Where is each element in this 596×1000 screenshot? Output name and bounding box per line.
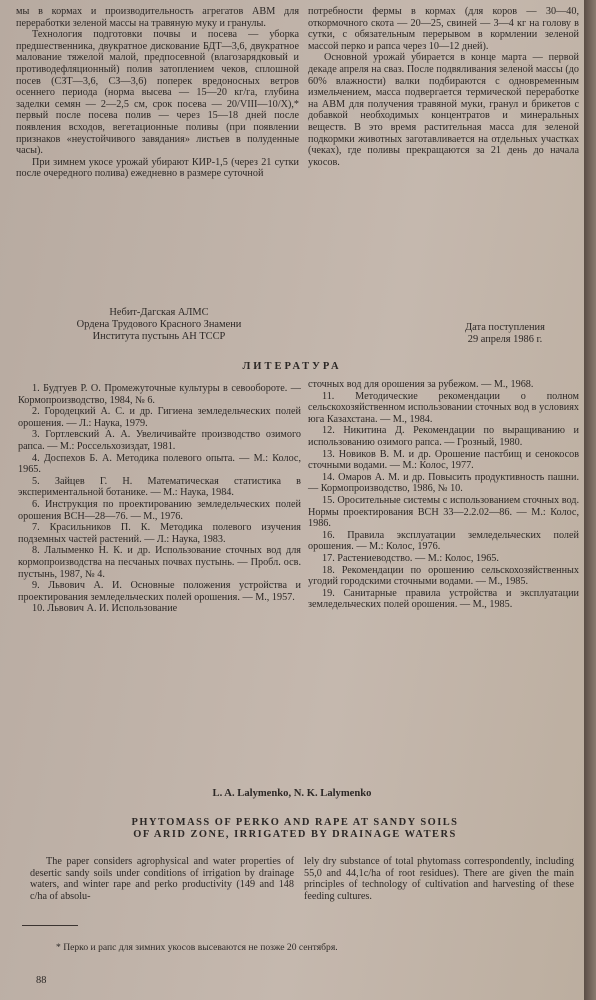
abstract-text: lely dry substance of total phytomass correspondently, including 55,0 and 44,1c/ha of root residues). There are given the main principles of technology of cultivation and harvesting of these feeding cultures.	[304, 856, 574, 902]
paragraph: При зимнем укосе урожай убирают КИР-1,5 (через 21 сутки после очередного полива) ежедневно в размере суточной	[16, 156, 299, 180]
footnote-divider	[22, 925, 78, 926]
affiliation-line: Института пустынь АН ТССР	[92, 331, 226, 342]
reference-item: 13. Новиков В. М. и др. Орошение пастбищ и сенокосов сточными водами. — М.: Колос, 1977.	[308, 448, 579, 472]
received-date	[430, 322, 580, 346]
reference-item: 6. Инструкция по проектированию земледельческих полей орошения ВСН—28—76. — М., 1976.	[18, 498, 301, 522]
literature-heading: ЛИТЕРАТУРА	[242, 361, 342, 372]
affiliation	[28, 307, 290, 343]
reference-item: 4. Доспехов Б. А. Методика полевого опыта. — М.: Колос, 1965.	[18, 452, 301, 476]
reference-item: 2. Городецкий А. С. и др. Гигиена земледельческих полей орошения. — Л.: Наука, 1979.	[18, 406, 301, 429]
affiliation-line: Небит-Дагская АЛМС	[109, 307, 209, 318]
book-spine-edge	[584, 0, 596, 1000]
english-title	[70, 817, 520, 841]
abstract-text: The paper considers agrophysical and water properties of desertic sandy soils under conditions of irrigation by drainage waters, and winter rape and perko productivity (149 and 148 c/ha of absolu-	[30, 856, 294, 902]
received-value: 29 апреля 1986 г.	[467, 334, 543, 345]
reference-item: 9. Львович А. И. Основные положения устройства и проектирования земледельческих полей орошения. — М., 1957.	[18, 580, 301, 603]
footnote: * Перко и рапс для зимних укосов высеваются не позже 20 сентября.	[56, 942, 338, 953]
paragraph: потребности фермы в кормах (для коров — 30—40, откормочного скота — 20—25, свиней — 3—4 кг на голову в сутки, с обязательным перерывом в кормлении зеленой массой перко и рапса через 10—12 дней).	[308, 6, 579, 52]
reference-item: 3. Гортлевский А. А. Увеличивайте производство озимого рапса. — М.: Россельхозиздат, 1981.	[18, 429, 301, 452]
affiliation-line: Ордена Трудового Красного Знамени	[76, 319, 242, 330]
english-title-line: PHYTOMASS OF PERKO AND RAPE AT SANDY SOILS	[131, 817, 459, 828]
reference-item: 19. Санитарные правила устройства и эксплуатации земледельческих полей орошения. — М., 1985.	[308, 587, 579, 611]
page-number: 88	[36, 975, 47, 986]
reference-item: 12. Никитина Д. Рекомендации по выращиванию и использованию озимого рапса. — Грозный, 1980.	[308, 425, 579, 448]
references-left	[18, 383, 301, 615]
body-text-left	[16, 6, 299, 180]
body-text-right	[308, 6, 579, 168]
reference-item: 17. Растениеводство. — М.: Колос, 1965.	[322, 552, 499, 564]
abstract-left	[30, 856, 294, 902]
reference-item: 14. Омаров А. М. и др. Повысить продуктивность пашни. — Кормопроизводство, 1986, № 10.	[308, 471, 579, 495]
paragraph: Основной урожай убирается в конце марта — первой декаде апреля на сваз. После подвяливания зеленой массы (до 60% влажности) валки подбираются с одновременным измельчением, масса подвергается термической переработке на АВМ для получения травяной муки, гранул и брикетов с добавкой необходимых концентратов и минеральных веществ. В это время растительная масса для зеленой подкормки животных заготавливается на отдельных участках (чеках), где поливы прекращаются за 21 день до начала укосов.	[308, 52, 579, 168]
reference-item: 8. Лалыменко Н. К. и др. Использование сточных вод для кормопроизводства на песчаных почвах пустынь. — Пробл. осв. пустынь, 1987, № 4.	[18, 545, 301, 580]
english-title-line: OF ARID ZONE, IRRIGATED BY DRAINAGE WATERS	[133, 829, 457, 840]
paragraph: мы в кормах и производительность агрегатов АВМ для переработки зеленой массы на травяную муку и гранулы.	[16, 6, 299, 29]
article-authors: L. A. Lalymenko, N. K. Lalymenko	[212, 788, 372, 799]
references-right	[308, 379, 579, 611]
reference-item: 1. Будтуев Р. О. Промежуточные культуры в севообороте. — Кормопроизводство, 1984, № 6.	[18, 383, 301, 406]
reference-continuation: сточных вод для орошения за рубежом. — М., 1968.	[308, 379, 534, 390]
reference-item: 16. Правила эксплуатации земледельческих полей орошения. — М.: Колос, 1976.	[308, 529, 579, 553]
abstract-right	[304, 856, 574, 902]
reference-item: 10. Львович А. И. Использование	[32, 603, 178, 615]
reference-item: 7. Красильников П. К. Методика полевого изучения подземных частей растений. — Л.: Наука, 1983.	[18, 522, 301, 545]
reference-item: 11. Методические рекомендации о полном сельскохозяйственном использовании сточных вод в условиях юга Казахстана. — М., 1984.	[308, 390, 579, 425]
reference-item: 15. Оросительные системы с использованием сточных вод. Нормы проектирования ВСН 33—2.2.02—86. — М.: Колос, 1986.	[308, 494, 579, 530]
reference-item: 5. Зайцев Г. Н. Математическая статистика в экспериментальной ботанике. — М.: Наука, 1984.	[18, 475, 301, 499]
received-label: Дата поступления	[465, 322, 545, 333]
reference-item: 18. Рекомендации по орошению сельскохозяйственных угодий городскими сточными водами. — М., 1985.	[308, 564, 579, 588]
paragraph: Технология подготовки почвы и посева — уборка предшественника, двукратное дискование БДТ—3,6, двукратное малование тяжелой малой, предпосевной (влагозарядковый и противодефляционный) полив затоплением чеков, сплошной посев (СЗТ—3,6, СЗ—3,6) поперек вредоносных ветров осеннего периода (норма высева — 15—20 кг/га, глубина заделки семян — 2—2,5 см, срок посева — 20/VIII—10/X),* первый после посева полив — через 15—18 дней после появления всходов, вегетационные поливы (при появлении признаков «неустойчивого завядания» листьев в полуденные часы).	[16, 29, 299, 157]
